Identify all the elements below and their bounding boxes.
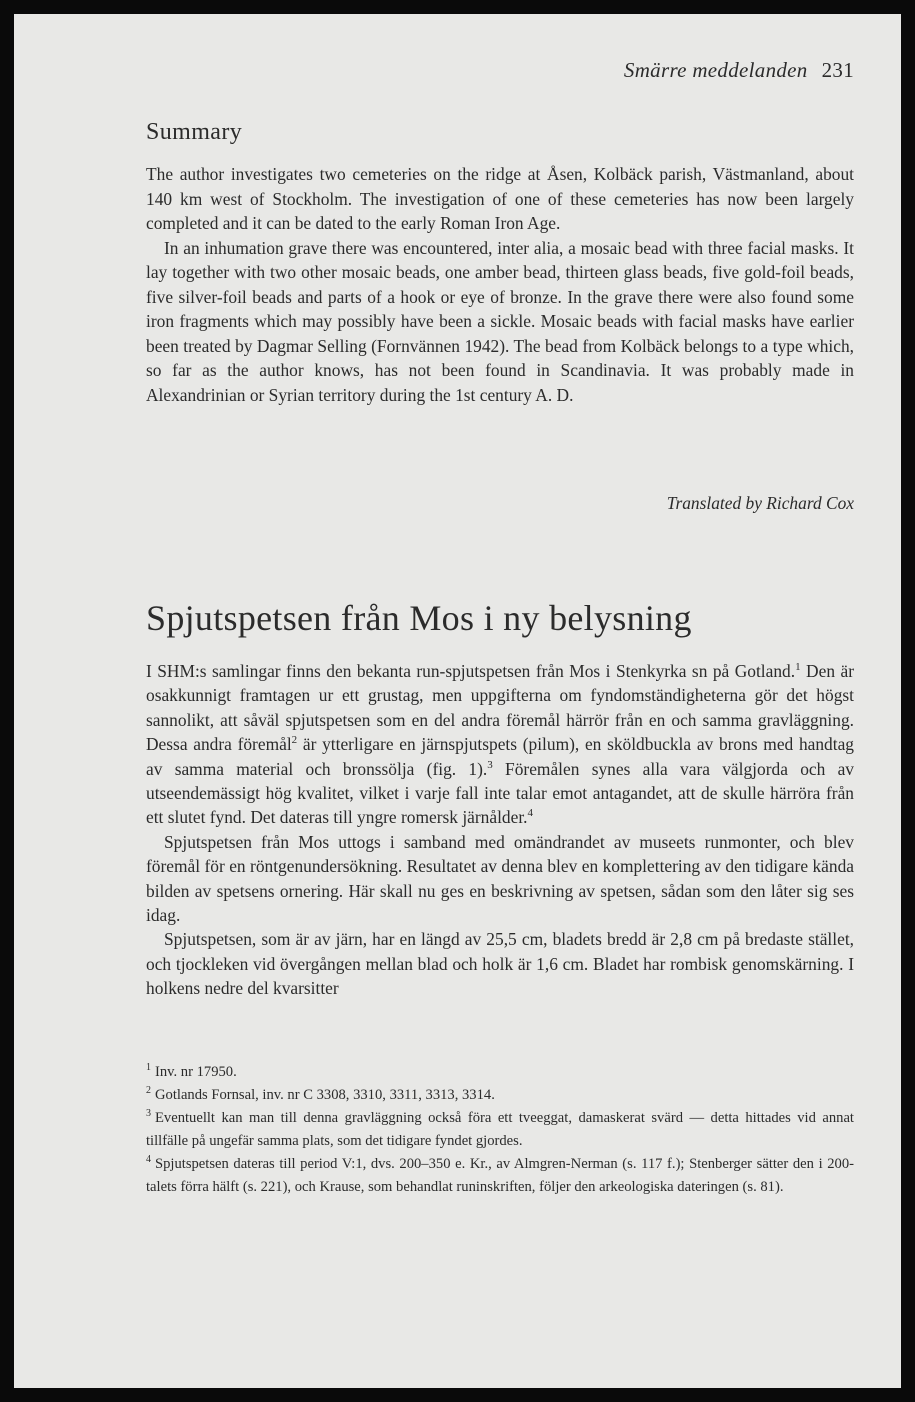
- translator-credit: Translated by Richard Cox: [666, 493, 854, 513]
- article-paragraph-1-part-b: Den är osakkunnigt framtagen ur ett grustag, men uppgifterna om fyndomständigheterna gör det högst sannolikt, att såväl spjutspetsen som en del andra föremål härrör från en och samma gravläggning. Dessa andra föremål: [146, 661, 854, 755]
- article-paragraph-1: [146, 659, 854, 830]
- article-paragraph-1-part-c: är ytterligare en järnspjutspets (pilum), en sköldbuckla av brons med handtag av samma material och bronssölja (fig. 1).: [146, 734, 854, 779]
- summary-heading: Summary: [146, 119, 243, 145]
- running-head-title: Smärre meddelanden: [623, 58, 808, 82]
- article-body: [146, 659, 854, 1001]
- article-paragraph-1-part-d: Föremålen synes alla vara välgjorda och av utseendemässigt hög kvalitet, vilket i varje fall inte talar emot antagandet, att de skulle härröra från ett slutet fynd. Det dateras till yngre romersk järnålder.: [146, 758, 855, 828]
- footnote-3-text: Eventuellt kan man till denna gravläggning också föra ett tveeggat, damaskerat svärd — detta hittades vid annat tillfälle på ungefär samma plats, som det tidigare fyndet gjordes.: [146, 1110, 854, 1149]
- article-paragraph-3: Spjutspetsen, som är av järn, har en längd av 25,5 cm, bladets bredd är 2,8 cm på bredaste stället, och tjockleken vid övergången mellan blad och holk är 1,6 cm. Bladet har rombisk genomskärning. I holkens nedre del kvarsitter: [146, 929, 854, 999]
- footnote-2-number: 2: [146, 1085, 151, 1097]
- summary-paragraph-1: The author investigates two cemeteries on the ridge at Åsen, Kolbäck parish, Västmanland, about 140 km west of Stockholm. The investigation of one of these cemeteries has now been largely completed and it can be dated to the early Roman Iron Age.: [146, 164, 854, 233]
- footnote-4-number: 4: [146, 1154, 151, 1166]
- footnote-ref-3: 3: [487, 758, 493, 771]
- footnote-ref-2: 2: [291, 734, 298, 747]
- footnote-2-text: Gotlands Fornsal, inv. nr C 3308, 3310, 3311, 3313, 3314.: [155, 1087, 495, 1103]
- summary-body: [146, 162, 854, 407]
- summary-paragraph-2: In an inhumation grave there was encountered, inter alia, a mosaic bead with three facial masks. It lay together with two other mosaic beads, one amber bead, thirteen glass beads, five gold-foil beads, five silver-foil beads and parts of a hook or eye of bronze. In the grave there were also found some iron fragments which may possibly have been a sickle. Mosaic beads with facial masks have earlier been treated by Dagmar Selling (Fornvännen 1942). The bead from Kolbäck belongs to a type which, so far as the author knows, has not been found in Scandinavia. It was probably made in Alexandrinian or Syrian territory during the 1st century A. D.: [146, 237, 854, 405]
- page-number: 231: [821, 58, 854, 82]
- article-paragraph-2: Spjutspetsen från Mos uttogs i samband med omändrandet av museets runmonter, och blev föremål för en röntgenundersökning. Resultatet av denna blev en komplettering av den tidigare kända bilden av spetsens ornering. Här skall nu ges en beskrivning av spetsen, sådan som den låter sig ses idag.: [146, 831, 854, 926]
- article-paragraph-1-part-a: I SHM:s samlingar finns den bekanta run-spjutspetsen från Mos i Stenkyrka sn på Gotland.: [146, 661, 796, 681]
- footnote-1: [146, 1061, 854, 1084]
- footnote-3-number: 3: [146, 1108, 151, 1120]
- footnote-ref-1: 1: [795, 661, 801, 674]
- footnote-4-text: Spjutspetsen dateras till period V:1, dvs. 200–350 e. Kr., av Almgren-Nerman (s. 117 f.); Stenberger sätter den i 200-talets förra hälft (s. 221), och Krause, som behandlat runinskriften, följer den arkeologiska dateringen (s. 81).: [146, 1156, 854, 1195]
- article-title: Spjutspetsen från Mos i ny belysning: [146, 598, 692, 638]
- footnote-1-number: 1: [146, 1062, 151, 1074]
- footnote-2: [146, 1084, 854, 1107]
- footnote-ref-4: 4: [527, 807, 534, 820]
- footnote-1-text: Inv. nr 17950.: [155, 1064, 237, 1080]
- footnote-4: [146, 1153, 854, 1199]
- footnotes: [146, 1061, 854, 1199]
- running-head: [624, 58, 854, 83]
- paper-sheet: [14, 14, 901, 1388]
- footnote-3: [146, 1107, 854, 1153]
